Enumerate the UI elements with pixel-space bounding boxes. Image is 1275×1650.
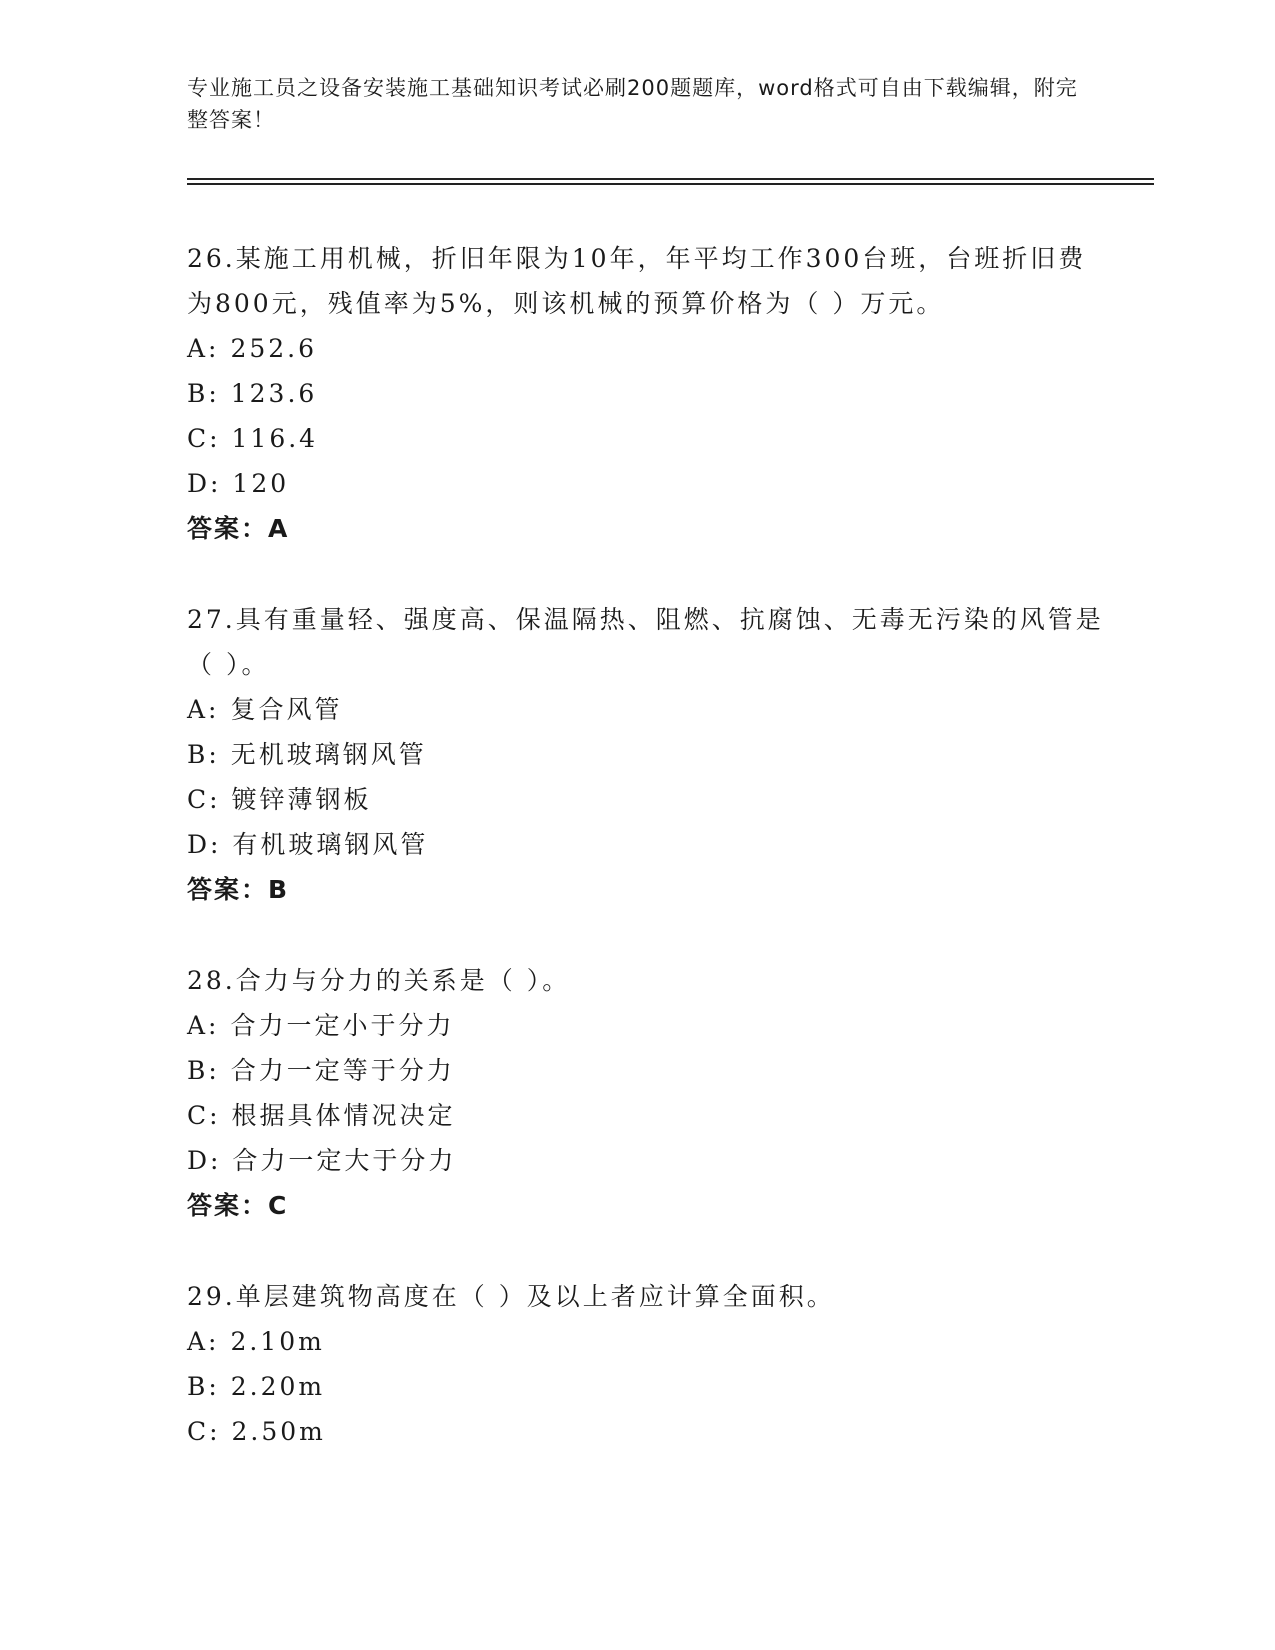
option-text: 2.50m (231, 1417, 326, 1446)
option-text: 镀锌薄钢板 (231, 785, 372, 814)
option-letter: D: (187, 1146, 222, 1175)
answer-option (187, 1093, 1107, 1138)
question-text: 26.某施工用机械，折旧年限为10年，年平均工作300台班，台班折旧费为800元，残值率为5%，则该机械的预算价格为（ ）万元。 (187, 244, 1087, 318)
answer-option (187, 732, 1107, 777)
answer-option (187, 1409, 1107, 1454)
answer-key: 答案：B (187, 875, 290, 904)
question-text: 28.合力与分力的关系是（ ）。 (187, 966, 571, 995)
option-text: 252.6 (230, 334, 318, 363)
option-letter: A: (187, 1327, 220, 1356)
option-letter: B: (187, 1372, 220, 1401)
option-letter: B: (187, 1056, 220, 1085)
option-letter: B: (187, 740, 220, 769)
option-text: 根据具体情况决定 (231, 1101, 456, 1130)
question-text: 29.单层建筑物高度在（ ）及以上者应计算全面积。 (187, 1282, 835, 1311)
header-divider-bottom (187, 183, 1154, 185)
option-text: 有机玻璃钢风管 (232, 830, 429, 859)
document-header: 专业施工员之设备安装施工基础知识考试必刷200题题库，word格式可自由下载编辑，附完整答案！ (187, 76, 1078, 132)
question-text: 27.具有重量轻、强度高、保温隔热、阻燃、抗腐蚀、无毒无污染的风管是（ ）。 (187, 605, 1104, 679)
answer-key: 答案：C (187, 1191, 289, 1220)
answer-option (187, 777, 1107, 822)
option-letter: C: (187, 424, 221, 453)
answer-option (187, 1364, 1107, 1409)
answer-option (187, 822, 1107, 867)
option-text: 120 (232, 469, 290, 498)
option-letter: C: (187, 785, 221, 814)
answer-key: 答案：A (187, 514, 290, 543)
option-text: 2.10m (230, 1327, 325, 1356)
question-block (187, 597, 1107, 912)
option-text: 2.20m (230, 1372, 326, 1401)
option-text: 合力一定小于分力 (230, 1011, 455, 1040)
answer-option (187, 1003, 1107, 1048)
option-letter: C: (187, 1417, 221, 1446)
option-letter: A: (187, 695, 220, 724)
option-text: 123.6 (230, 379, 318, 408)
answer-option (187, 687, 1107, 732)
answer-option (187, 371, 1107, 416)
option-letter: A: (187, 334, 220, 363)
answer-option (187, 461, 1107, 506)
answer-option (187, 1319, 1107, 1364)
option-letter: B: (187, 379, 220, 408)
option-text: 合力一定等于分力 (230, 1056, 455, 1085)
question-block (187, 236, 1107, 551)
option-letter: D: (187, 469, 222, 498)
option-text: 复合风管 (230, 695, 343, 724)
option-letter: D: (187, 830, 222, 859)
answer-option (187, 326, 1107, 371)
option-letter: C: (187, 1101, 221, 1130)
option-text: 无机玻璃钢风管 (230, 740, 427, 769)
option-letter: A: (187, 1011, 220, 1040)
answer-option (187, 1138, 1107, 1183)
option-text: 合力一定大于分力 (232, 1146, 457, 1175)
header-divider-top (187, 178, 1154, 180)
option-text: 116.4 (231, 424, 319, 453)
answer-option (187, 416, 1107, 461)
question-block (187, 1274, 1107, 1454)
question-list (187, 236, 1107, 1500)
question-block (187, 958, 1107, 1228)
answer-option (187, 1048, 1107, 1093)
